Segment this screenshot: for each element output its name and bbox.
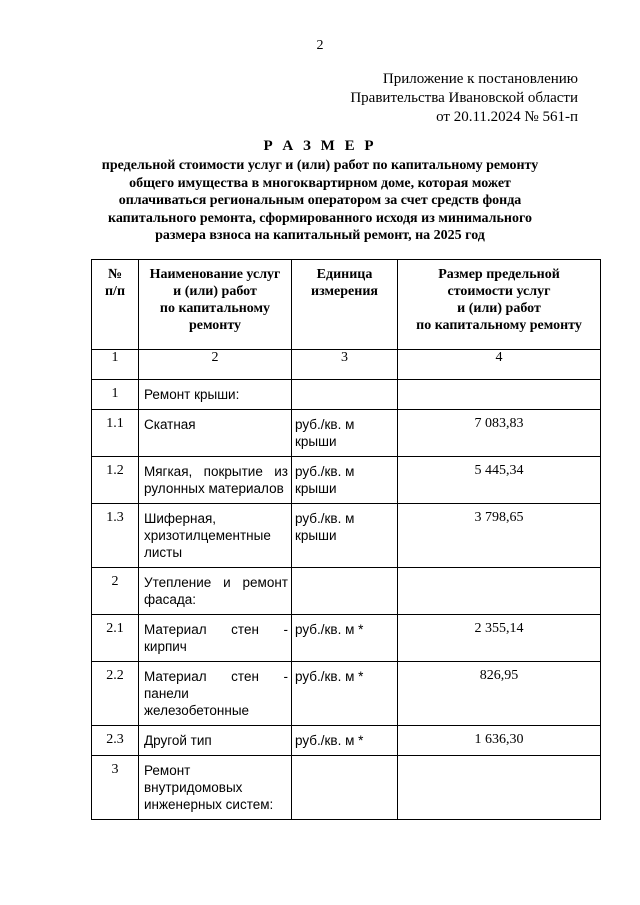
column-number: 3: [292, 350, 398, 380]
table-row: [92, 615, 601, 662]
column-number-row: [92, 350, 601, 380]
row-unit: [292, 457, 398, 504]
row-name-line: Другой тип: [144, 733, 212, 748]
header-line: стоимости услуг: [447, 284, 551, 299]
title-line: капитального ремонта, сформированного исходя из минимального: [108, 210, 532, 226]
row-unit: [292, 615, 398, 662]
row-number: 1.2: [92, 457, 139, 504]
header-line: и (или) работ: [173, 284, 257, 299]
table-header-row: [92, 260, 601, 350]
row-unit-line: руб./кв. м *: [295, 622, 364, 637]
row-value: 3 798,65: [398, 504, 601, 568]
row-name-line: Ремонт крыши:: [144, 387, 240, 402]
row-unit: [292, 504, 398, 568]
row-value: [398, 568, 601, 615]
table-row: [92, 756, 601, 820]
row-number: 2: [92, 568, 139, 615]
row-number: 1.3: [92, 504, 139, 568]
row-value: [398, 380, 601, 410]
header-value: [398, 260, 601, 350]
row-value: 1 636,30: [398, 726, 601, 756]
table-row: [92, 568, 601, 615]
title-line: оплачиваться региональным оператором за счет средств фонда: [118, 193, 522, 208]
row-name-line: листы: [144, 545, 183, 560]
row-name-line: Шиферная,: [144, 511, 217, 526]
row-number: 2.1: [92, 615, 139, 662]
header-num: [92, 260, 139, 350]
table-row: [92, 662, 601, 726]
row-name-line: Материал стен -: [144, 622, 288, 637]
row-number: 2.3: [92, 726, 139, 756]
row-name: [139, 615, 292, 662]
row-name-line: Скатная: [144, 417, 196, 432]
row-name-line: фасада:: [144, 592, 197, 607]
row-unit-line: руб./кв. м: [295, 464, 355, 479]
title-main: Р А З М Е Р: [263, 138, 377, 154]
row-unit: [292, 756, 398, 820]
row-unit-line: крыши: [295, 434, 337, 449]
row-name-line: панели: [144, 686, 189, 701]
row-name-line: Ремонт: [144, 763, 191, 778]
row-value: [398, 756, 601, 820]
row-name-line: внутридомовых: [144, 780, 243, 795]
header-line: Единица: [316, 267, 373, 282]
row-name-line: хризотилцементные: [144, 528, 271, 543]
header-line: по капитальному ремонту: [416, 318, 582, 333]
document-title: [70, 137, 570, 245]
row-name-line: Материал стен -: [144, 669, 288, 684]
column-number: 1: [92, 350, 139, 380]
header-line: Размер предельной: [438, 267, 560, 282]
header-line: №: [107, 267, 123, 282]
column-number: 4: [398, 350, 601, 380]
row-name: [139, 504, 292, 568]
row-name: [139, 662, 292, 726]
title-line: размера взноса на капитальный ремонт, на 2025 год: [155, 228, 485, 243]
row-value: 2 355,14: [398, 615, 601, 662]
row-unit-line: руб./кв. м *: [295, 733, 364, 748]
row-unit: [292, 568, 398, 615]
header-unit: [292, 260, 398, 350]
row-name: [139, 457, 292, 504]
row-name: [139, 726, 292, 756]
title-line: общего имущества в многоквартирном доме, которая может: [129, 175, 511, 191]
row-value: 5 445,34: [398, 457, 601, 504]
row-number: 1.1: [92, 410, 139, 457]
row-unit-line: руб./кв. м: [295, 511, 355, 526]
row-number: 1: [92, 380, 139, 410]
row-name: [139, 380, 292, 410]
cost-table: [91, 259, 601, 820]
row-unit-line: руб./кв. м: [295, 417, 355, 432]
header-name: [139, 260, 292, 350]
row-name-line: рулонных материалов: [144, 481, 284, 496]
header-line: и (или) работ: [457, 301, 541, 316]
appendix-line: Правительства Ивановской области: [350, 90, 578, 106]
row-name-line: Мягкая, покрытие из: [144, 464, 288, 479]
row-unit: [292, 410, 398, 457]
row-name-line: инженерных систем:: [144, 797, 274, 812]
column-number: 2: [139, 350, 292, 380]
appendix-line: от 20.11.2024 № 561-п: [436, 109, 578, 125]
row-unit: [292, 662, 398, 726]
row-name: [139, 756, 292, 820]
row-name: [139, 568, 292, 615]
header-line: ремонту: [188, 318, 242, 333]
table-row: [92, 504, 601, 568]
row-name-line: кирпич: [144, 639, 187, 654]
header-line: п/п: [104, 284, 126, 299]
table-row: [92, 457, 601, 504]
row-number: 3: [92, 756, 139, 820]
row-name-line: железобетонные: [144, 703, 250, 718]
row-unit-line: крыши: [295, 528, 337, 543]
header-line: измерения: [311, 284, 378, 299]
table-row: [92, 726, 601, 756]
row-unit-line: руб./кв. м *: [295, 669, 364, 684]
row-name-line: Утепление и ремонт: [144, 575, 288, 590]
row-unit: [292, 726, 398, 756]
title-subtitle: [70, 157, 570, 245]
row-name: [139, 410, 292, 457]
appendix-note: [350, 70, 578, 127]
row-value: 826,95: [398, 662, 601, 726]
row-value: 7 083,83: [398, 410, 601, 457]
header-line: по капитальному: [159, 301, 271, 316]
appendix-line: Приложение к постановлению: [382, 71, 578, 87]
table-row: [92, 380, 601, 410]
page-number: 2: [316, 38, 324, 53]
table-row: [92, 410, 601, 457]
row-unit-line: крыши: [295, 481, 337, 496]
row-number: 2.2: [92, 662, 139, 726]
title-line: предельной стоимости услуг и (или) работ по капитальному ремонту: [101, 158, 539, 173]
row-unit: [292, 380, 398, 410]
header-line: Наименование услуг: [149, 267, 281, 282]
